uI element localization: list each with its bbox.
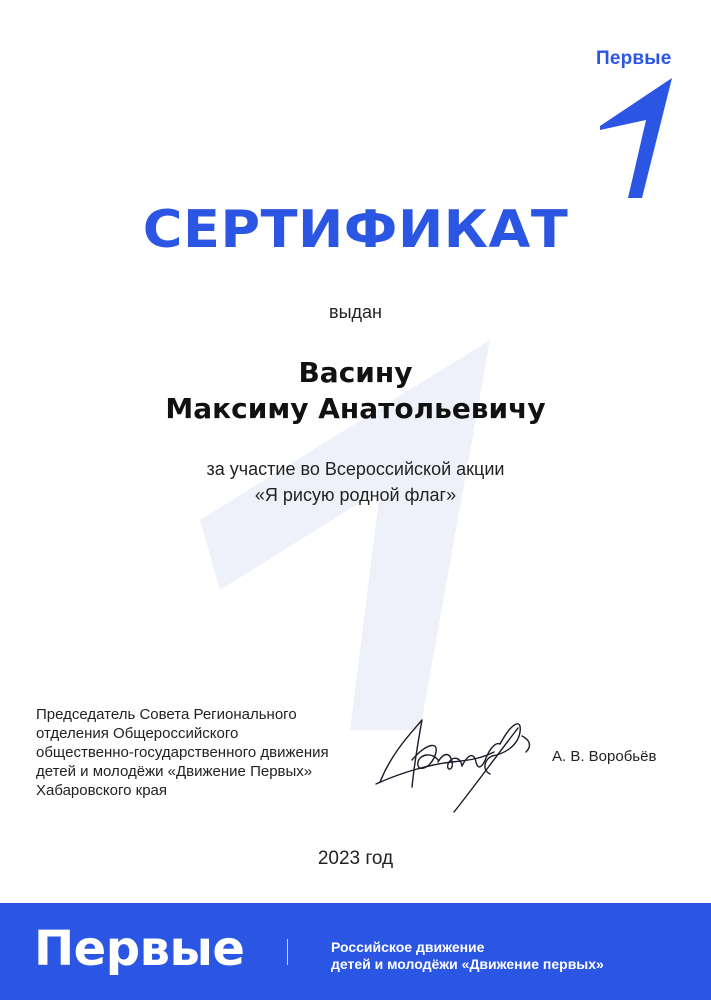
footer-description — [331, 939, 604, 973]
footer-banner — [0, 903, 711, 1000]
recipient-name — [0, 355, 711, 427]
signer-role-line: общественно-государственного движения — [36, 744, 329, 761]
issued-label: выдан — [329, 302, 382, 322]
recipient-surname: Васину — [298, 356, 413, 389]
number-one-logo-icon — [598, 74, 674, 200]
footer-description-line2: детей и молодёжи «Движение первых» — [331, 956, 604, 972]
signer-role-line: Хабаровского края — [36, 782, 168, 799]
signer-role-line: детей и молодёжи «Движение Первых» — [36, 763, 313, 780]
signer-role — [36, 705, 376, 800]
signer-role-line: Председатель Совета Регионального — [36, 706, 297, 723]
brand-logo-text: Первые — [596, 48, 672, 69]
footer-description-line1: Российское движение — [331, 939, 485, 955]
footer-brand-logo: Первые — [34, 921, 245, 977]
signer-role-line: отделения Общероссийского — [36, 725, 239, 742]
award-reason-line2: «Я рисую родной флаг» — [254, 485, 457, 505]
certificate-title: СЕРТИФИКАТ — [142, 200, 569, 260]
signer-name: А. В. Воробьёв — [552, 748, 657, 765]
award-reason-line1: за участие во Всероссийской акции — [206, 459, 505, 479]
award-reason — [0, 456, 711, 508]
recipient-given-names: Максиму Анатольевичу — [165, 392, 546, 425]
certificate-year: 2023 год — [317, 848, 394, 869]
footer-divider — [287, 939, 288, 965]
handwritten-signature — [372, 712, 542, 822]
